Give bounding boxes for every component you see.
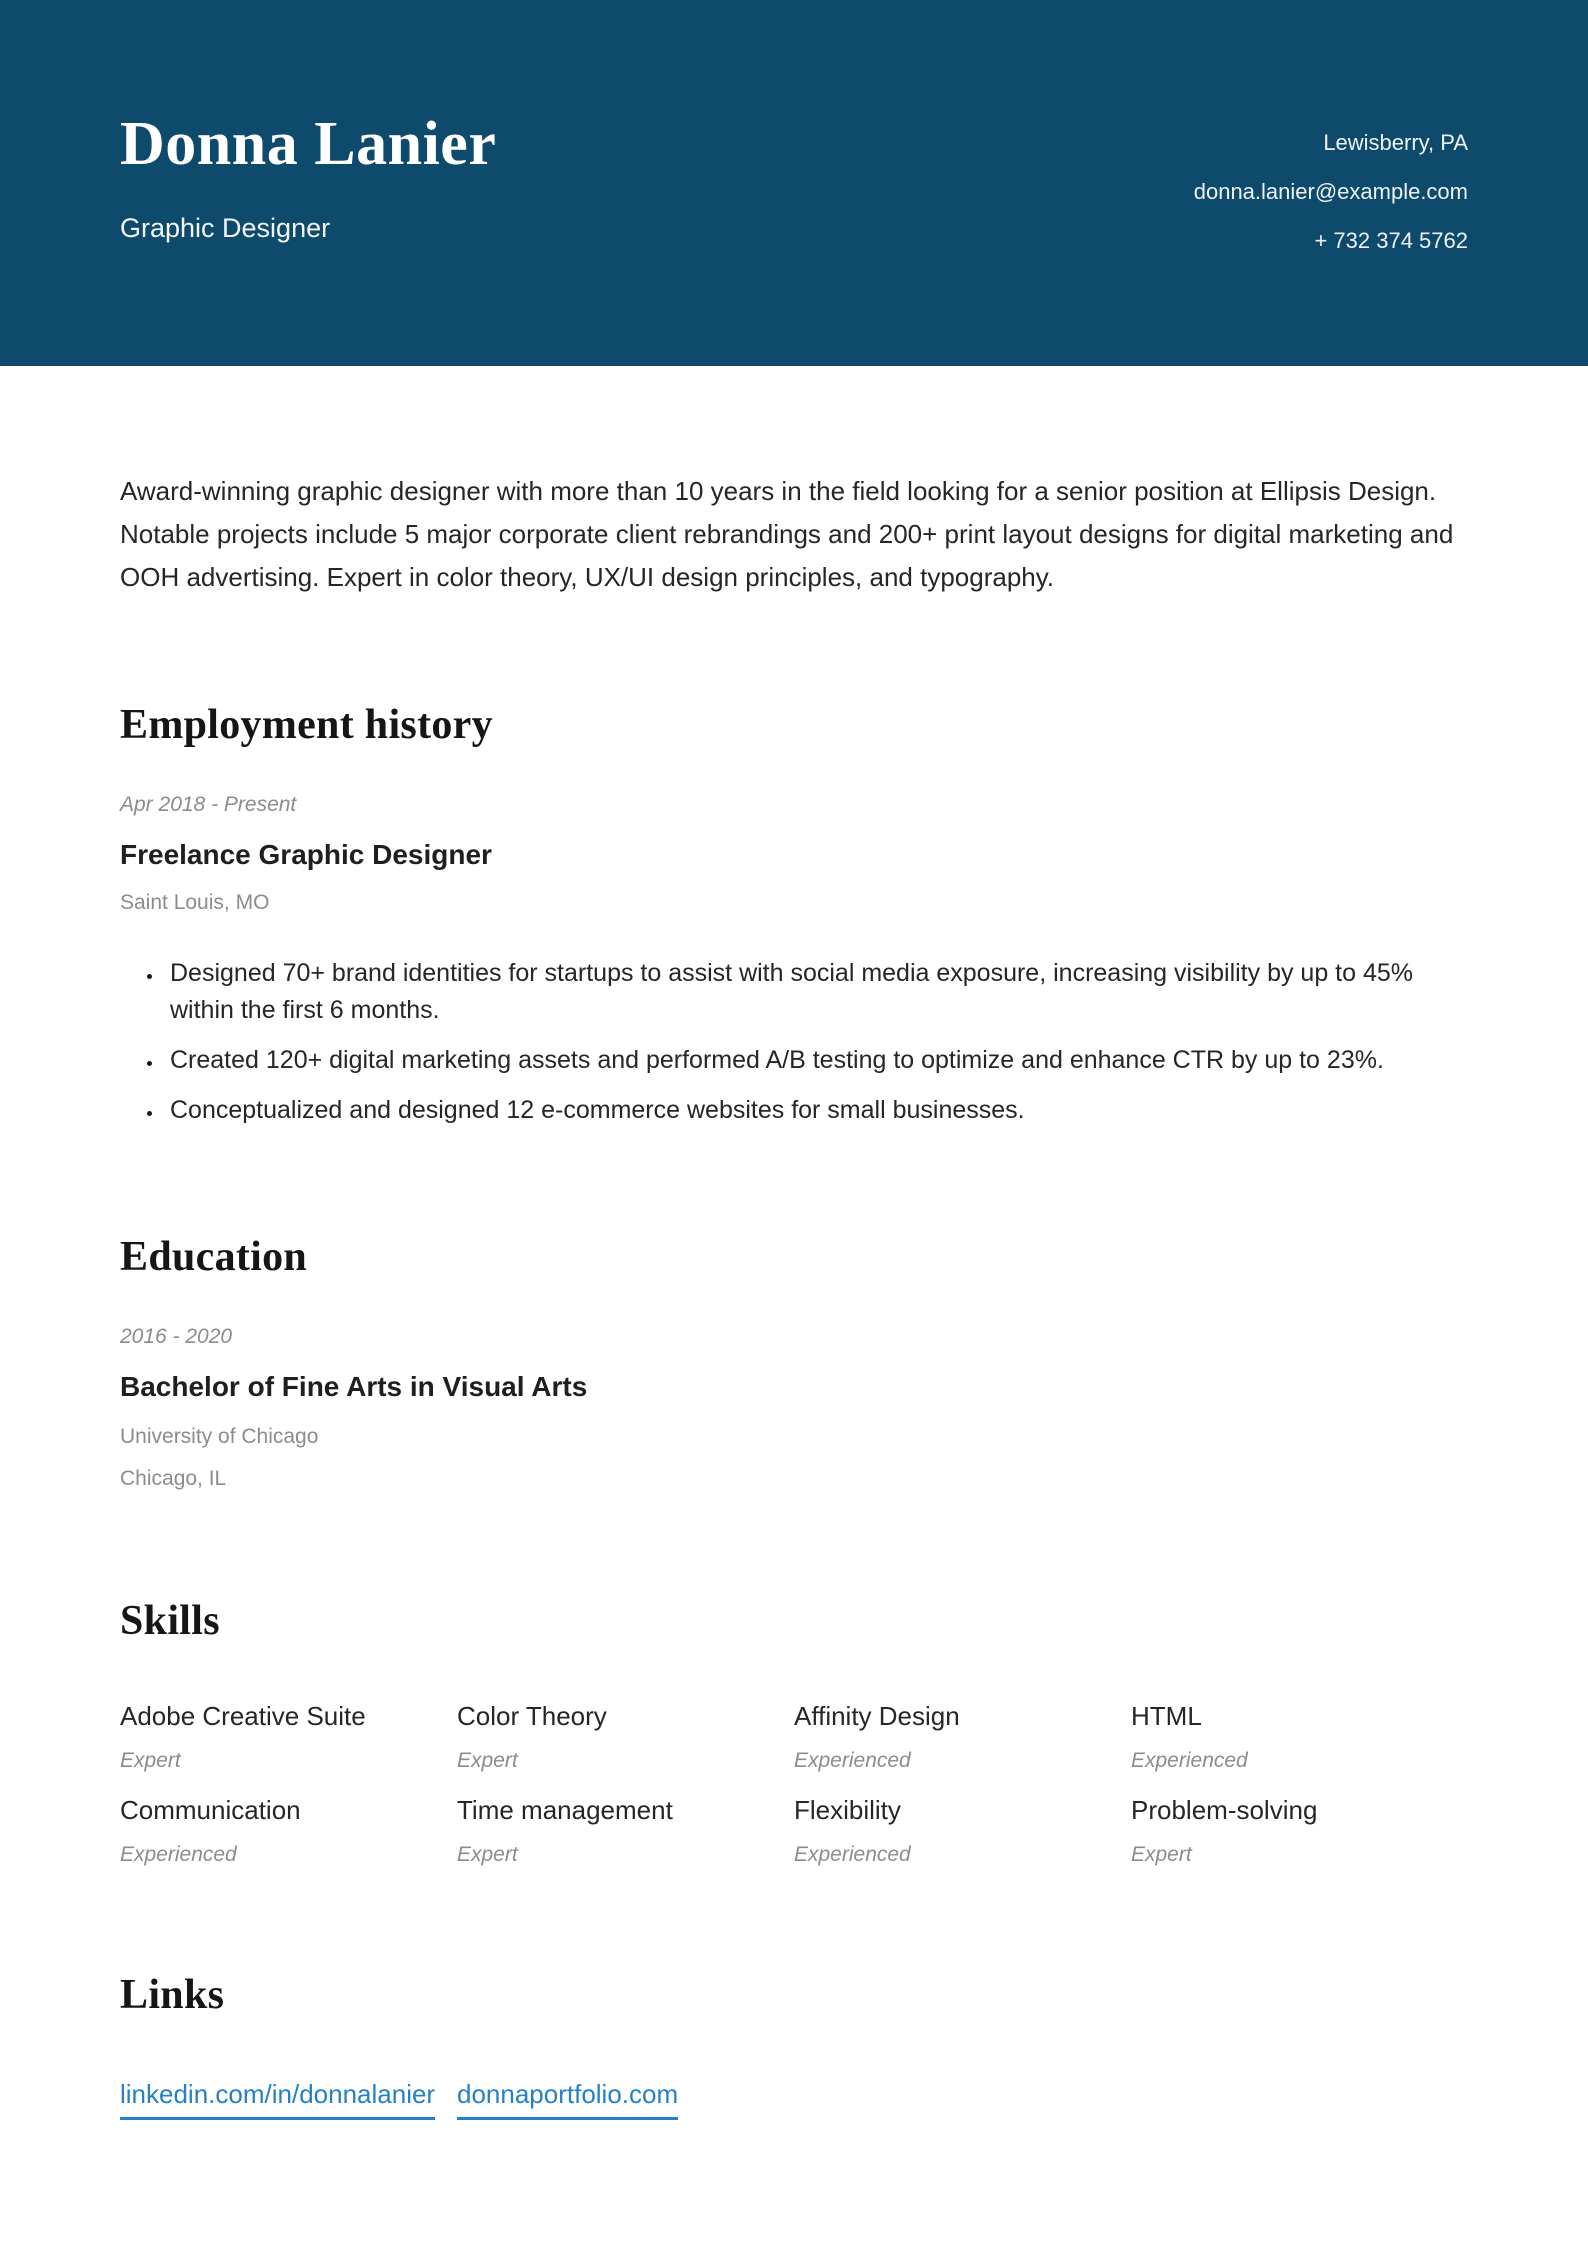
contact-block	[1194, 112, 1468, 265]
employment-heading: Employment history	[120, 702, 493, 748]
education-section	[120, 1233, 1468, 1491]
skill-name: Flexibility	[794, 1795, 901, 1825]
bullet-item: • Designed 70+ brand identities for startups to assist with social media exposure, increasing visibility by up to 45% within the first 6 months.	[164, 955, 1450, 1029]
skill-name: Affinity Design	[794, 1701, 960, 1731]
bullet-item: • Conceptualized and designed 12 e-commerce websites for small businesses.	[164, 1092, 1450, 1129]
education-dates: 2016 - 2020	[120, 1325, 233, 1348]
skills-grid	[120, 1701, 1468, 1867]
skill-item	[1131, 1795, 1468, 1867]
employment-job-title: Freelance Graphic Designer	[120, 839, 492, 870]
skill-level: Expert	[120, 1749, 181, 1772]
education-school: University of Chicago	[120, 1425, 319, 1448]
education-location: Chicago, IL	[120, 1467, 227, 1490]
skill-level: Experienced	[120, 1843, 237, 1866]
linkedin-link[interactable]: linkedin.com/in/donnalanier	[120, 2079, 435, 2120]
skill-item	[457, 1795, 794, 1867]
employment-entry	[120, 793, 1468, 1129]
education-entry	[120, 1325, 1468, 1491]
skill-level: Expert	[1131, 1843, 1192, 1866]
skill-name: Communication	[120, 1795, 301, 1825]
contact-location: Lewisberry, PA	[1323, 130, 1468, 155]
skill-item	[120, 1701, 457, 1773]
skill-level: Experienced	[1131, 1749, 1248, 1772]
skill-name: Color Theory	[457, 1701, 607, 1731]
education-degree: Bachelor of Fine Arts in Visual Arts	[120, 1371, 588, 1402]
skill-item	[1131, 1701, 1468, 1773]
profile-summary: Award-winning graphic designer with more than 10 years in the field looking for a senior position at Ellipsis Design. Notable projects include 5 major corporate client rebrandings and 200+ print layout designs for digital marketing and OOH advertising. Expert in color theory, UX/UI design principles, and typography.	[120, 476, 1454, 592]
bullet-item: • Created 120+ digital marketing assets and performed A/B testing to optimize and enhance CTR by up to 23%.	[164, 1042, 1450, 1079]
education-heading: Education	[120, 1234, 308, 1280]
person-name: Donna Lanier	[120, 110, 497, 178]
employment-dates: Apr 2018 - Present	[120, 793, 297, 816]
skill-level: Experienced	[794, 1843, 911, 1866]
skill-name: Adobe Creative Suite	[120, 1701, 366, 1731]
contact-phone: + 732 374 5762	[1314, 228, 1468, 253]
skill-item	[794, 1795, 1131, 1867]
header-identity	[120, 112, 496, 244]
portfolio-link[interactable]: donnaportfolio.com	[457, 2079, 678, 2120]
skill-level: Expert	[457, 1843, 518, 1866]
skills-section	[120, 1597, 1468, 1867]
resume-body	[0, 470, 1588, 2120]
skills-heading: Skills	[120, 1598, 220, 1644]
skill-name: HTML	[1131, 1701, 1202, 1731]
skill-item	[457, 1701, 794, 1773]
skill-level: Experienced	[794, 1749, 911, 1772]
skill-item	[794, 1701, 1131, 1773]
skill-name: Problem-solving	[1131, 1795, 1318, 1825]
person-job-title: Graphic Designer	[120, 213, 331, 244]
employment-section	[120, 701, 1468, 1129]
links-grid	[120, 2079, 1468, 2120]
employment-bullet-list	[120, 955, 1450, 1129]
resume-header	[0, 0, 1588, 366]
links-heading: Links	[120, 1972, 225, 2018]
links-section	[120, 1971, 1468, 2120]
skill-name: Time management	[457, 1795, 673, 1825]
skill-item	[120, 1795, 457, 1867]
contact-email: donna.lanier@example.com	[1193, 179, 1468, 204]
skill-level: Expert	[457, 1749, 518, 1772]
employment-location: Saint Louis, MO	[120, 891, 270, 914]
